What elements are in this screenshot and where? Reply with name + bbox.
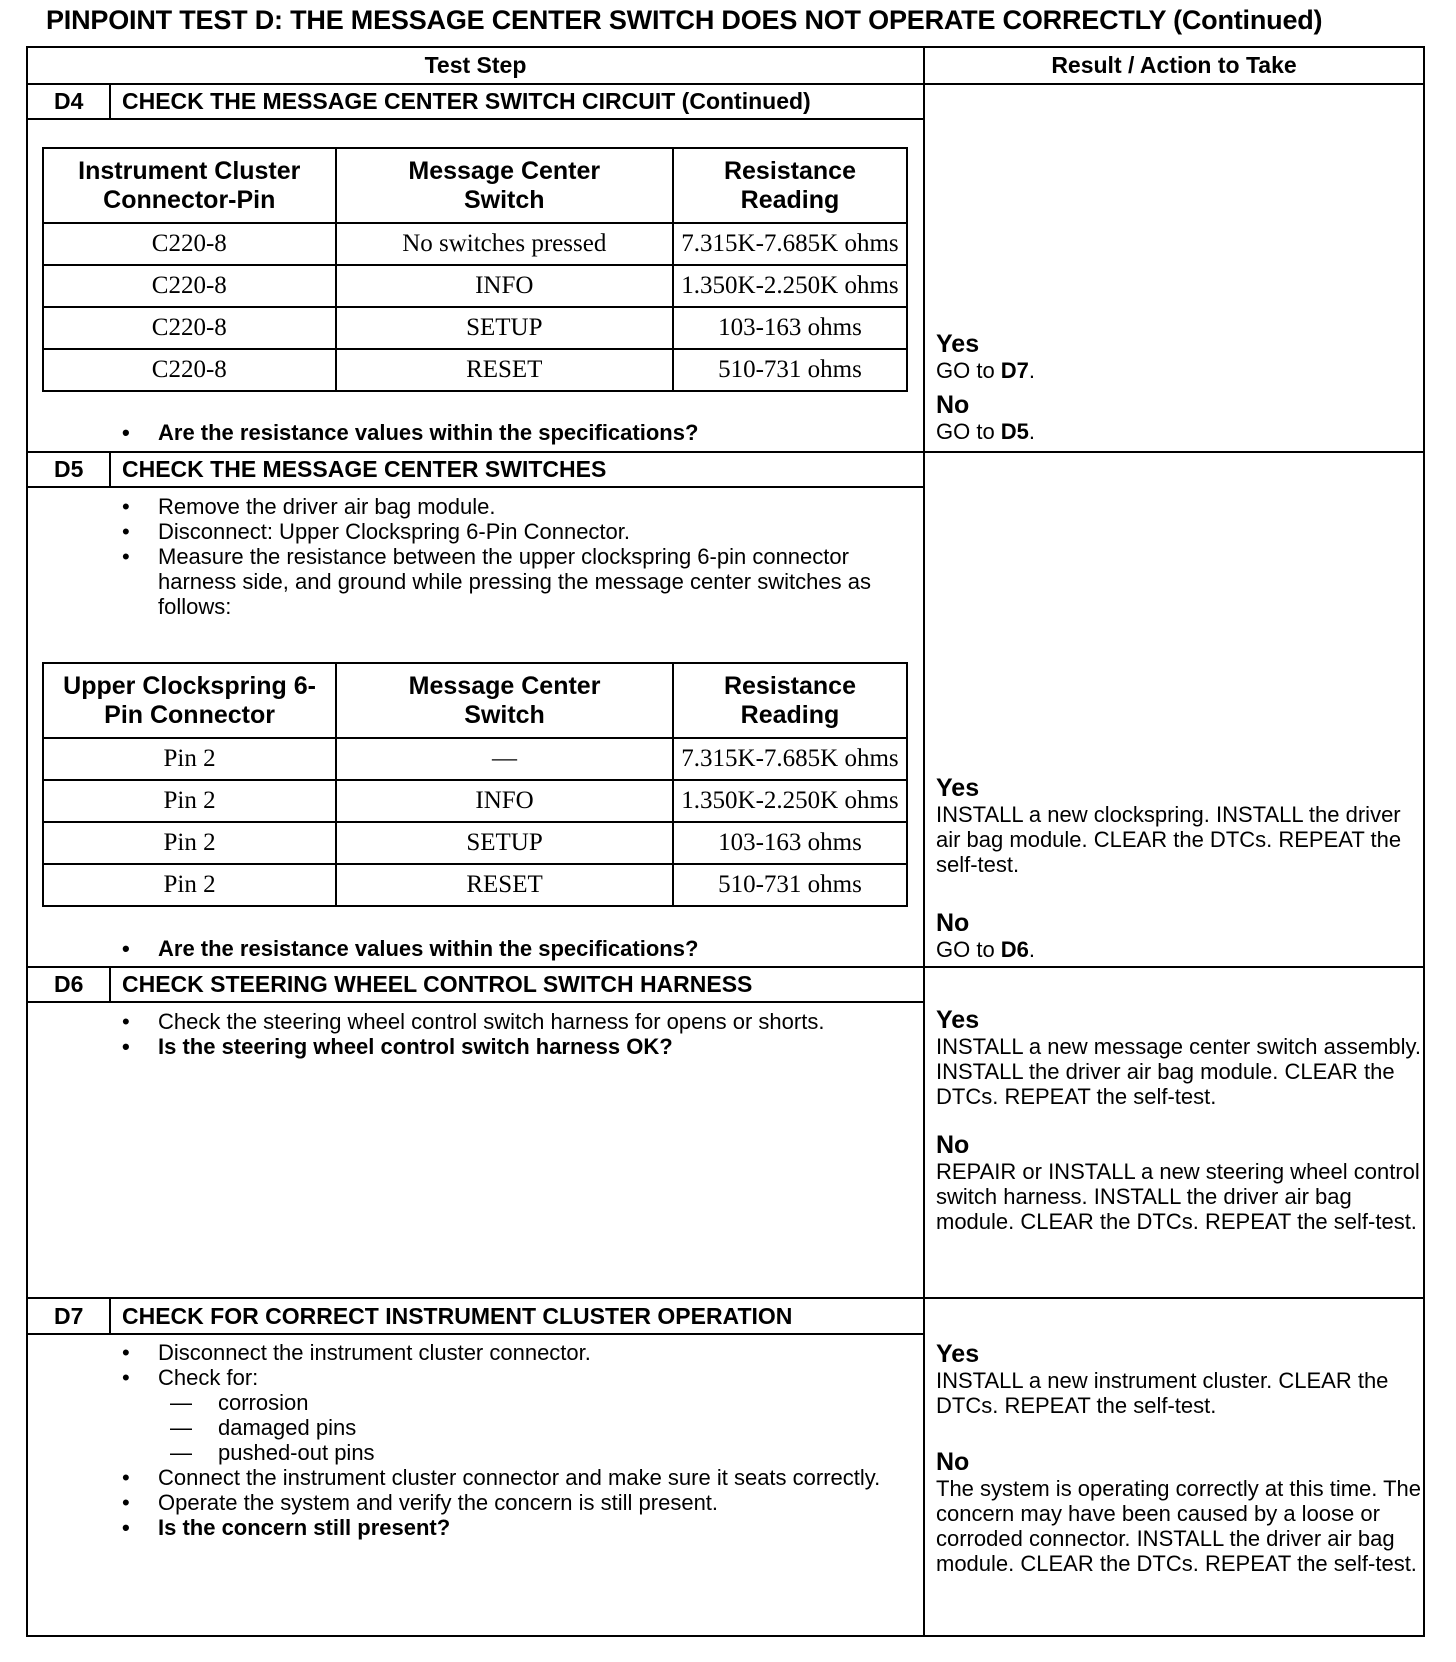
table-cell: C220-8: [43, 223, 336, 265]
column-header: Instrument Cluster Connector-Pin: [43, 148, 336, 223]
table-cell: Pin 2: [43, 822, 336, 864]
d7-subitem: — pushed-out pins: [170, 1440, 902, 1465]
d4-yes-action: [936, 358, 1421, 383]
table-cell: Pin 2: [43, 738, 336, 780]
table-header-row: [43, 148, 907, 223]
table-cell: 1.350K-2.250K ohms: [673, 265, 907, 307]
d5-resistance-table: [42, 662, 908, 907]
d7-subitem: — corrosion: [170, 1390, 902, 1415]
d4-result: [936, 330, 1421, 444]
d4-question: • Are the resistance values within the specifications?: [122, 420, 912, 445]
d7-check-list: [170, 1390, 902, 1465]
d7-bullet: • Operate the system and verify the concern is still present.: [122, 1490, 902, 1515]
d6-bottom-rule: [26, 1297, 1425, 1299]
d4-question-list: [122, 420, 912, 445]
d4-bottom-rule: [26, 451, 1425, 453]
d7-bullet: • Connect the instrument cluster connector and make sure it seats correctly.: [122, 1465, 902, 1490]
table-row: [43, 265, 907, 307]
column-header: Message Center Switch: [336, 663, 673, 738]
d7-result: [936, 1340, 1421, 1576]
table-cell: 7.315K-7.685K ohms: [673, 223, 907, 265]
d7-bullet: [122, 1365, 902, 1465]
d7-no-label: No: [936, 1448, 970, 1476]
header-rule: [26, 83, 1425, 85]
column-header: Resistance Reading: [673, 148, 907, 223]
d4-yes-label: Yes: [936, 330, 980, 358]
d6-yes-label: Yes: [936, 1006, 980, 1034]
d7-yes-label: Yes: [936, 1340, 980, 1368]
table-row: [43, 738, 907, 780]
table-cell: No switches pressed: [336, 223, 673, 265]
table-cell: 103-163 ohms: [673, 307, 907, 349]
table-cell: INFO: [336, 265, 673, 307]
d4-no-action: [936, 419, 1421, 444]
d7-bullet-text: Check for:: [158, 1365, 259, 1390]
table-cell: RESET: [336, 864, 673, 906]
page-title: PINPOINT TEST D: THE MESSAGE CENTER SWITCH DOES NOT OPERATE CORRECTLY (Continued): [46, 5, 1323, 35]
d5-result: [936, 774, 1421, 962]
table-cell: 7.315K-7.685K ohms: [673, 738, 907, 780]
d5-bullet: • Remove the driver air bag module.: [122, 494, 902, 519]
table-header-row: [43, 663, 907, 738]
d6-instructions: [122, 1009, 862, 1059]
d7-question: • Is the concern still present?: [122, 1515, 902, 1540]
step-id-d7: D7: [54, 1303, 84, 1329]
d6-id-divider: [109, 966, 111, 1003]
table-cell: C220-8: [43, 265, 336, 307]
d5-id-divider: [109, 451, 111, 488]
table-cell: INFO: [336, 780, 673, 822]
d5-no-text: GO to: [936, 937, 1001, 962]
table-cell: 510-731 ohms: [673, 349, 907, 391]
d5-title-rule: [26, 486, 925, 488]
d5-yes-action: INSTALL a new clockspring. INSTALL the driver air bag module. CLEAR the DTCs. REPEAT the self-test.: [936, 802, 1402, 877]
d5-bullet: • Disconnect: Upper Clockspring 6-Pin Connector.: [122, 519, 902, 544]
table-cell: RESET: [336, 349, 673, 391]
d6-question: • Is the steering wheel control switch harness OK?: [122, 1034, 862, 1059]
d6-result: [936, 1006, 1424, 1234]
d4-id-divider: [109, 83, 111, 120]
column-header: Message Center Switch: [336, 148, 673, 223]
step-title-d6: CHECK STEERING WHEEL CONTROL SWITCH HARNESS: [122, 971, 753, 997]
table-row: [43, 307, 907, 349]
d5-question: • Are the resistance values within the specifications?: [122, 936, 912, 961]
d5-instructions: [122, 494, 902, 619]
d6-bullet: • Check the steering wheel control switch harness for opens or shorts.: [122, 1009, 862, 1034]
step-title-d5: CHECK THE MESSAGE CENTER SWITCHES: [122, 456, 607, 482]
column-divider: [923, 46, 925, 1637]
d5-no-action: [936, 937, 1421, 962]
step-title-d4: CHECK THE MESSAGE CENTER SWITCH CIRCUIT (Continued): [122, 88, 811, 114]
d7-id-divider: [109, 1297, 111, 1335]
d7-instructions: [122, 1340, 902, 1540]
d4-yes-post: .: [1028, 358, 1036, 383]
table-cell: —: [336, 738, 673, 780]
table-cell: C220-8: [43, 349, 336, 391]
d4-no-target: D5: [1000, 419, 1029, 444]
d5-bullet: • Measure the resistance between the upper clockspring 6-pin connector harness side, and ground while pressing the message center switches as follows:: [122, 544, 902, 619]
d4-no-text: GO to: [936, 419, 1001, 444]
d6-title-rule: [26, 1001, 925, 1003]
table-row: [43, 822, 907, 864]
d6-yes-action: INSTALL a new message center switch assembly. INSTALL the driver air bag module. CLEAR the DTCs. REPEAT the self-test.: [936, 1034, 1422, 1109]
d5-no-post: .: [1028, 937, 1036, 962]
table-cell: Pin 2: [43, 864, 336, 906]
d5-yes-label: Yes: [936, 774, 980, 802]
step-id-d5: D5: [54, 456, 84, 482]
d5-question-list: [122, 936, 912, 961]
d7-bullet: • Disconnect the instrument cluster connector.: [122, 1340, 902, 1365]
d4-no-label: No: [936, 391, 970, 419]
step-id-d6: D6: [54, 971, 84, 997]
d4-title-rule: [26, 118, 925, 120]
d6-no-action: REPAIR or INSTALL a new steering wheel control switch harness. INSTALL the driver air bag module. CLEAR the DTCs. REPEAT the self-test.: [936, 1159, 1420, 1234]
d5-bottom-rule: [26, 966, 1425, 968]
table-row: [43, 349, 907, 391]
step-id-d4: D4: [54, 88, 84, 114]
table-cell: 103-163 ohms: [673, 822, 907, 864]
step-title-d7: CHECK FOR CORRECT INSTRUMENT CLUSTER OPERATION: [122, 1303, 793, 1329]
d4-yes-target: D7: [1000, 358, 1029, 383]
table-cell: 1.350K-2.250K ohms: [673, 780, 907, 822]
table-cell: C220-8: [43, 307, 336, 349]
column-header: Resistance Reading: [673, 663, 907, 738]
d5-no-label: No: [936, 909, 970, 937]
d5-no-target: D6: [1000, 937, 1029, 962]
table-cell: SETUP: [336, 822, 673, 864]
d7-yes-action: INSTALL a new instrument cluster. CLEAR the DTCs. REPEAT the self-test.: [936, 1368, 1389, 1418]
column-header: Upper Clockspring 6-Pin Connector: [43, 663, 336, 738]
table-cell: 510-731 ohms: [673, 864, 907, 906]
d7-title-rule: [26, 1333, 925, 1335]
d6-no-label: No: [936, 1131, 970, 1159]
d4-yes-text: GO to: [936, 358, 1001, 383]
table-row: [43, 780, 907, 822]
table-row: [43, 223, 907, 265]
header-result: Result / Action to Take: [1051, 52, 1297, 78]
d7-no-action: The system is operating correctly at this time. The concern may have been caused by a loose or corroded connector. INSTALL the driver air bag module. CLEAR the DTCs. REPEAT the self-test.: [936, 1476, 1421, 1576]
table-cell: Pin 2: [43, 780, 336, 822]
d4-resistance-table: [42, 147, 908, 392]
header-test-step: Test Step: [424, 52, 527, 78]
table-cell: SETUP: [336, 307, 673, 349]
d7-subitem: — damaged pins: [170, 1415, 902, 1440]
table-row: [43, 864, 907, 906]
d4-no-post: .: [1028, 419, 1036, 444]
